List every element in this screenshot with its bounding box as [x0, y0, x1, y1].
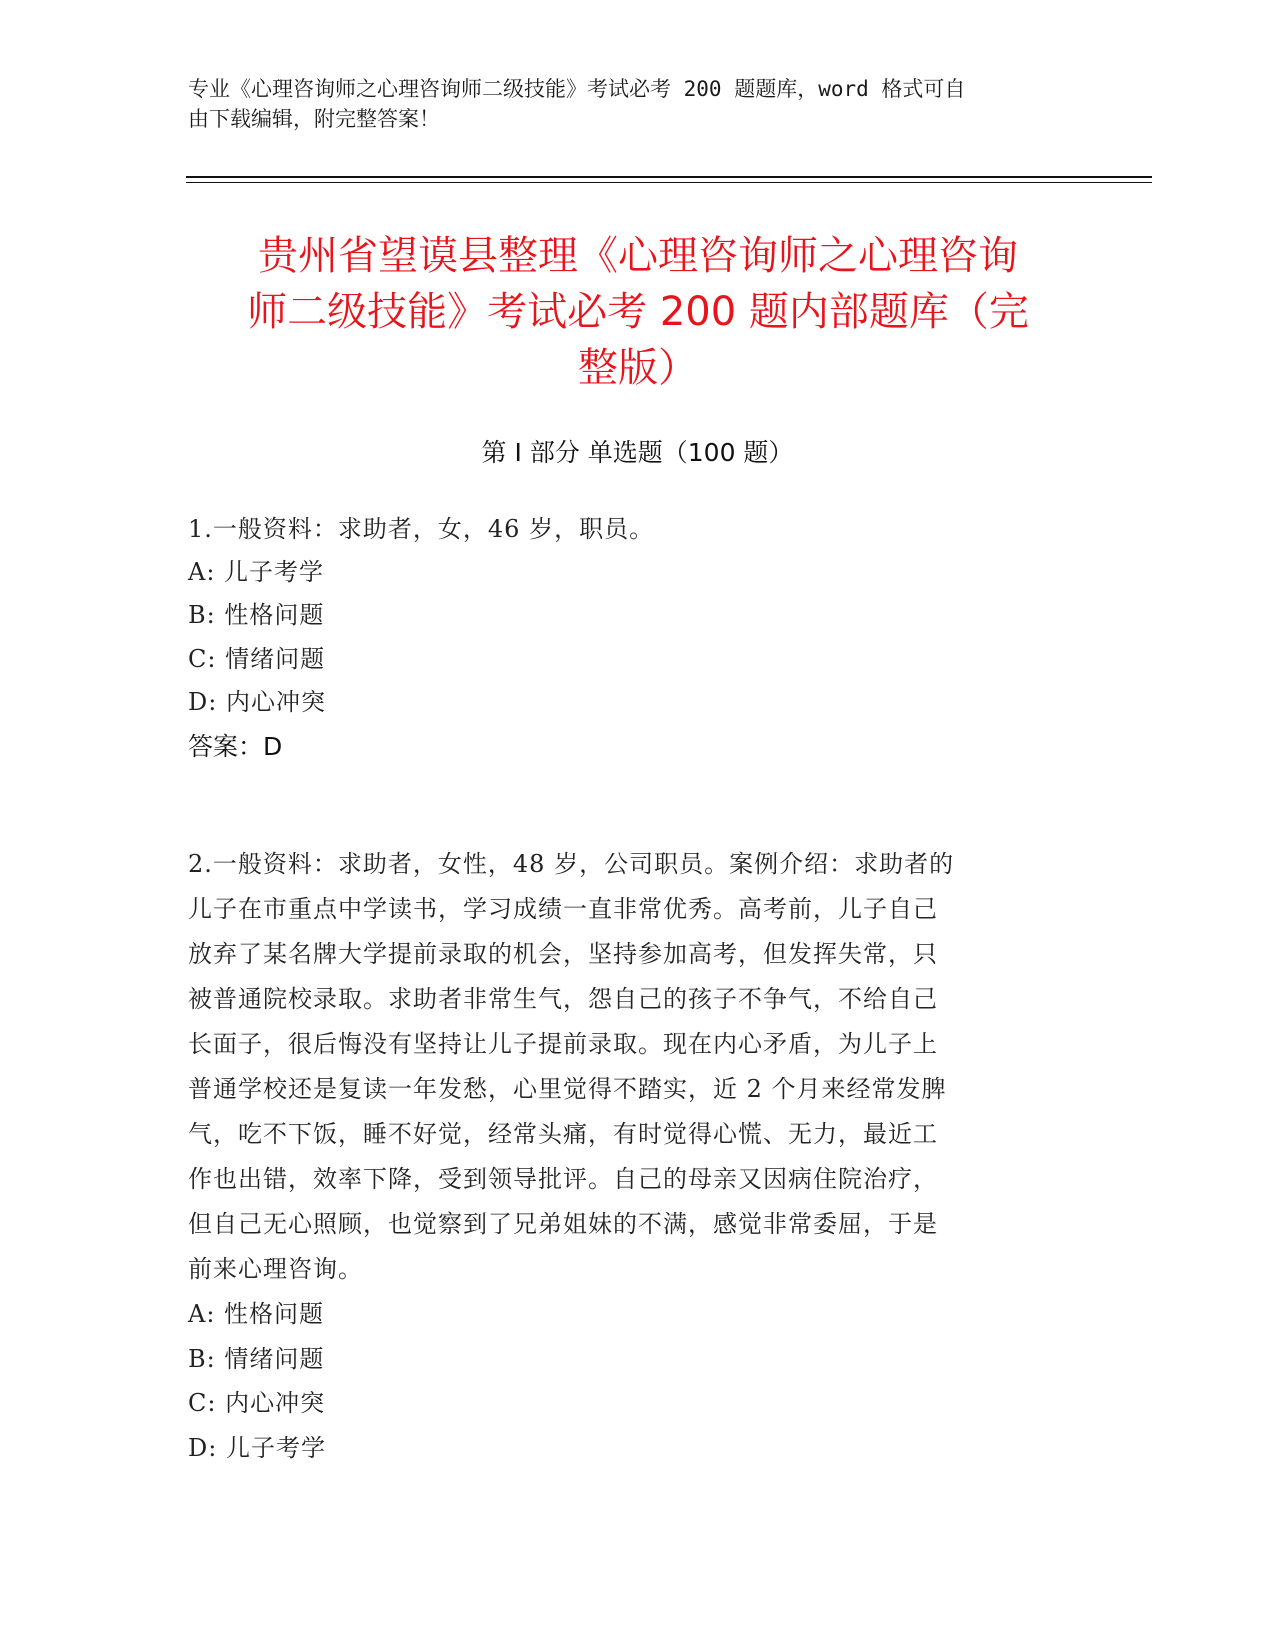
- header-divider-thick: [186, 176, 1152, 178]
- question-stem-line: 被普通院校录取。求助者非常生气，怨自己的孩子不争气，不给自己: [188, 985, 938, 1013]
- question-stem: [188, 842, 1068, 1292]
- header-note: [188, 74, 1068, 134]
- question-stem-line: 2.一般资料：求助者，女性，48 岁，公司职员。案例介绍：求助者的: [188, 850, 955, 878]
- document-title-line: 贵州省望谟县整理《心理咨询师之心理咨询: [258, 233, 1018, 279]
- question-stem-line: 放弃了某名牌大学提前录取的机会，坚持参加高考，但发挥失常，只: [188, 940, 938, 968]
- question-stem-line: 但自己无心照顾，也觉察到了兄弟姐妹的不满，感觉非常委屈，于是: [188, 1210, 938, 1238]
- question-answer: 答案：D: [188, 732, 283, 761]
- question-stem-line: 普通学校还是复读一年发愁，心里觉得不踏实，近 2 个月来经常发脾: [188, 1075, 947, 1103]
- document-title: [190, 228, 1086, 396]
- header-note-line: 由下载编辑，附完整答案！: [188, 107, 440, 131]
- question-stem-line: 儿子在市重点中学读书，学习成绩一直非常优秀。高考前，儿子自己: [188, 895, 938, 923]
- question-stem-line: 长面子，很后悔没有坚持让儿子提前录取。现在内心矛盾，为儿子上: [188, 1030, 938, 1058]
- question-stem-line: 气，吃不下饭，睡不好觉，经常头痛，有时觉得心慌、无力，最近工: [188, 1120, 938, 1148]
- header-note-line: 专业《心理咨询师之心理咨询师二级技能》考试必考 200 题题库，word 格式可自: [188, 77, 966, 101]
- question-option: B: 情绪问题: [188, 1345, 325, 1373]
- section-title: 第 I 部分 单选题（100 题）: [481, 438, 794, 467]
- question-option: A: 儿子考学: [188, 558, 325, 586]
- question-option: C: 内心冲突: [188, 1389, 326, 1417]
- document-title-line: 师二级技能》考试必考 200 题内部题库（完: [247, 289, 1029, 335]
- question-option: B: 性格问题: [188, 601, 325, 629]
- question-stem: 1.一般资料：求助者，女，46 岁，职员。: [188, 515, 655, 543]
- header-divider-thin: [186, 182, 1152, 183]
- question-option: A: 性格问题: [188, 1300, 325, 1328]
- question-option: C: 情绪问题: [188, 645, 326, 673]
- question-stem-line: 作也出错，效率下降，受到领导批评。自己的母亲又因病住院治疗，: [188, 1165, 938, 1193]
- question-stem-line: 前来心理咨询。: [188, 1255, 363, 1283]
- question-option: D: 儿子考学: [188, 1434, 326, 1462]
- question-option: D: 内心冲突: [188, 688, 326, 716]
- document-title-line: 整版）: [578, 345, 698, 391]
